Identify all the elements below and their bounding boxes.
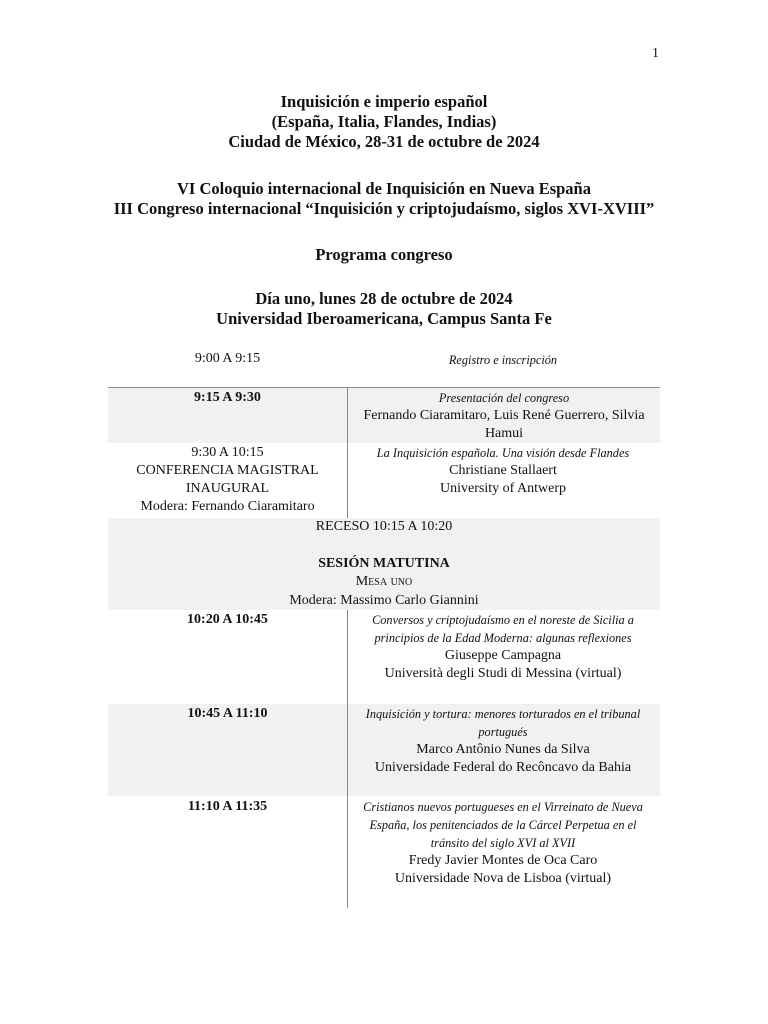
moderator-line: Modera: Massimo Carlo Giannini (289, 593, 479, 608)
program-title: Programa congreso (315, 245, 453, 264)
affiliation-line: University of Antwerp (440, 481, 566, 496)
activity-title: Registro e inscripción (448, 353, 558, 367)
affiliation-line: Università degli Studi di Messina (virtual) (384, 666, 622, 681)
day-line: Día uno, lunes 28 de octubre de 2024 (255, 289, 513, 308)
talk-title-line: Conversos y criptojudaísmo en el noreste de Sicilia a (372, 613, 634, 627)
activity-title: La Inquisición española. Una visión desde Flandes (376, 446, 630, 460)
time-cell: 11:10 A 11:35 (187, 799, 268, 814)
activity-cell (348, 444, 658, 498)
talk-title-line: tránsito del siglo XVI al XVII (430, 836, 576, 850)
moderator-line: Modera: Fernando Ciaramitaro (140, 499, 315, 514)
keynote-label: CONFERENCIA MAGISTRAL (136, 463, 319, 478)
title-line: (España, Italia, Flandes, Indias) (271, 112, 497, 131)
event-names (0, 179, 768, 219)
session-title: SESIÓN MATUTINA (318, 556, 450, 571)
talk-title-line: Cristianos nuevos portugueses en el Virreinato de Nueva (363, 800, 643, 814)
day-heading (0, 289, 768, 329)
title-line: Ciudad de México, 28-31 de octubre de 2024 (228, 132, 540, 151)
speaker-line: Christiane Stallaert (449, 463, 557, 478)
break-row: RECESO 10:15 A 10:20 (315, 519, 453, 534)
day-line: Universidad Iberoamericana, Campus Santa Fe (216, 309, 552, 328)
event-line: VI Coloquio internacional de Inquisición en Nueva España (177, 179, 591, 198)
affiliation-line: Universidade Federal do Recôncavo da Bahia (374, 760, 632, 775)
speaker-line: Giuseppe Campagna (444, 648, 562, 663)
document-title (0, 92, 768, 152)
activity-cell (348, 389, 660, 443)
title-line: Inquisición e imperio español (280, 92, 488, 111)
time-cell: 10:20 A 10:45 (187, 612, 268, 627)
time-cell: 10:45 A 11:10 (187, 706, 268, 721)
speaker-line: Marco Antônio Nunes da Silva (416, 742, 590, 757)
time-cell: 9:00 A 9:15 (194, 351, 261, 366)
speaker-line: Fredy Javier Montes de Oca Caro (408, 853, 598, 868)
talk-cell (348, 611, 658, 683)
keynote-label: INAUGURAL (185, 481, 270, 496)
page-number: 1 (652, 46, 659, 61)
talk-cell (348, 705, 658, 777)
talk-title-line: portugués (478, 725, 528, 739)
table-rule (108, 387, 660, 388)
time-cell (108, 444, 347, 516)
speaker-line: Fernando Ciaramitaro, Luis René Guerrero, Silvia (363, 408, 645, 423)
activity-title: Presentación del congreso (438, 391, 570, 405)
talk-cell (348, 798, 658, 888)
speaker-line: Hamui (484, 426, 524, 441)
panel-name: Mesa uno (355, 574, 413, 589)
event-line: III Congreso internacional “Inquisición y criptojudaísmo, siglos XVI-XVIII” (113, 199, 655, 218)
talk-title-line: España, los penitenciados de la Cárcel Perpetua en el (369, 818, 637, 832)
time-cell: 9:15 A 9:30 (194, 390, 261, 405)
talk-title-line: Inquisición y tortura: menores torturados en el tribunal (365, 707, 641, 721)
time-label: 9:30 A 10:15 (191, 445, 264, 460)
affiliation-line: Universidade Nova de Lisboa (virtual) (394, 871, 612, 886)
talk-title-line: principios de la Edad Moderna: algunas reflexiones (374, 631, 632, 645)
